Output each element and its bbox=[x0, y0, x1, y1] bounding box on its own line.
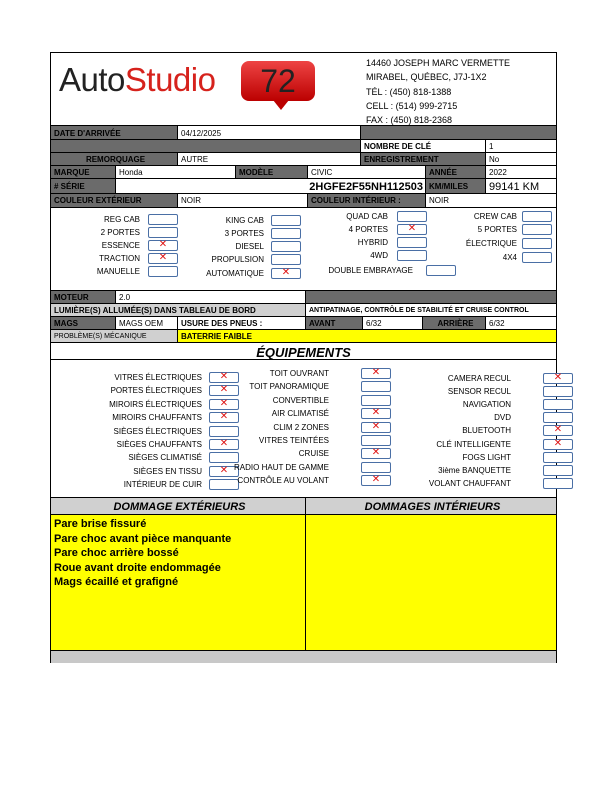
logo-badge bbox=[241, 61, 315, 101]
equipment-label-volant-chauffant: VOLANT CHAUFFANT bbox=[428, 479, 511, 488]
check-mark-icon: ✕ bbox=[219, 384, 229, 395]
equipment-checkbox-sensor-recul[interactable] bbox=[543, 386, 573, 397]
check-mark-icon: ✕ bbox=[553, 372, 563, 383]
tires-label: USURE DES PNEUS : bbox=[178, 317, 306, 330]
check-mark-icon: ✕ bbox=[281, 267, 291, 278]
rear-label: ARRIÈRE bbox=[423, 317, 486, 330]
equipment-checkbox-camera-recul[interactable] bbox=[543, 373, 573, 384]
equipment-label-vitres-teintees: VITRES TEINTÉES bbox=[258, 436, 329, 445]
ext-damage-item: Pare choc arrière bossé bbox=[54, 547, 179, 559]
year-value: 2022 bbox=[489, 168, 507, 177]
option-label-crew-cab: CREW CAB bbox=[473, 212, 517, 221]
equipment-checkbox-toit-panoramique[interactable] bbox=[361, 381, 391, 392]
equipment-label-fogs-light: FOGS LIGHT bbox=[462, 453, 511, 462]
make-value: Honda bbox=[116, 166, 236, 179]
tow-value: AUTRE bbox=[178, 153, 361, 166]
option-label-4-portes: 4 PORTES bbox=[348, 225, 388, 234]
equipment-label-miroirs-chauffants: MIROIRS CHAUFFANTS bbox=[112, 413, 202, 422]
check-mark-icon: ✕ bbox=[371, 447, 381, 458]
equipment-label-portes-electriques: PORTES ÉLECTRIQUES bbox=[110, 386, 202, 395]
equipment-label-navigation: NAVIGATION bbox=[462, 400, 511, 409]
equipment-label-convertible: CONVERTIBLE bbox=[272, 396, 329, 405]
option-label-manuelle: MANUELLE bbox=[96, 267, 140, 276]
phone-line: TÉL : (450) 818-1388 bbox=[366, 86, 452, 97]
option-checkbox-traction[interactable] bbox=[148, 253, 178, 264]
inspection-sheet bbox=[50, 52, 563, 663]
keys-label: NOMBRE DE CLÉ bbox=[361, 140, 486, 153]
option-label-traction: TRACTION bbox=[99, 254, 140, 263]
option-checkbox-automatique[interactable] bbox=[271, 268, 301, 279]
equipment-label-controle-au-volant: CONTRÔLE AU VOLANT bbox=[237, 476, 329, 485]
lights-value: ANTIPATINAGE, CONTRÔLE DE STABILITÉ ET CRUISE CONTROL bbox=[309, 307, 529, 314]
option-label-reg-cab: REG CAB bbox=[103, 215, 140, 224]
equipment-checkbox-clim-2-zones[interactable] bbox=[361, 422, 391, 433]
equipment-label-toit-ouvrant: TOIT OUVRANT bbox=[269, 369, 329, 378]
motor-label: MOTEUR bbox=[51, 291, 116, 304]
option-checkbox-electrique[interactable] bbox=[522, 238, 552, 249]
option-label-5-portes: 5 PORTES bbox=[477, 225, 517, 234]
equipment-checkbox-sieges-chauffants[interactable] bbox=[209, 439, 239, 450]
equipment-checkbox-cruise[interactable] bbox=[361, 448, 391, 459]
int-color-value: NOIR bbox=[429, 196, 449, 205]
equipment-checkbox-dvd[interactable] bbox=[543, 412, 573, 423]
motor-value: 2.0 bbox=[116, 291, 306, 304]
row-make bbox=[51, 165, 556, 179]
equipment-label-dvd: DVD bbox=[494, 413, 511, 422]
check-mark-icon: ✕ bbox=[371, 421, 381, 432]
row-serial bbox=[51, 178, 556, 194]
damage-title-row bbox=[51, 497, 556, 515]
equipment-label-clim-2-zones: CLIM 2 ZONES bbox=[273, 423, 329, 432]
equipment-checkbox-interieur-de-cuir[interactable] bbox=[209, 479, 239, 490]
int-color-label: COULEUR INTÉRIEUR : bbox=[308, 194, 426, 207]
check-mark-icon: ✕ bbox=[219, 398, 229, 409]
check-mark-icon: ✕ bbox=[371, 367, 381, 378]
equipment-checkbox-3ieme-banquette[interactable] bbox=[543, 465, 573, 476]
equipment-title-row bbox=[51, 342, 556, 360]
check-mark-icon: ✕ bbox=[371, 407, 381, 418]
equipment-label-sensor-recul: SENSOR RECUL bbox=[447, 387, 511, 396]
check-mark-icon: ✕ bbox=[553, 438, 563, 449]
mech-value: BATERRIE FAIBLE bbox=[178, 330, 556, 343]
logo-auto-text: Auto bbox=[59, 61, 125, 98]
option-label-essence: ESSENCE bbox=[101, 241, 140, 250]
equipment-label-sieges-chauffants: SIÈGES CHAUFFANTS bbox=[116, 440, 202, 449]
model-label: MODÈLE bbox=[236, 166, 308, 179]
option-label-diesel: DIESEL bbox=[235, 242, 264, 251]
ext-damage-item: Mags écaillé et grafigné bbox=[54, 576, 179, 588]
option-checkbox-4x4[interactable] bbox=[522, 252, 552, 263]
check-mark-icon: ✕ bbox=[158, 252, 168, 263]
equipment-checkbox-volant-chauffant[interactable] bbox=[543, 478, 573, 489]
row-mech bbox=[51, 329, 556, 343]
check-mark-icon: ✕ bbox=[407, 223, 417, 234]
ext-color-label: COULEUR EXTÉRIEUR bbox=[51, 194, 178, 207]
equipment-checkbox-navigation[interactable] bbox=[543, 399, 573, 410]
vehicle-options bbox=[51, 207, 556, 289]
option-checkbox-5-portes[interactable] bbox=[522, 224, 552, 235]
logo-studio-text: Studio bbox=[124, 61, 216, 98]
option-label-4wd: 4WD bbox=[370, 251, 388, 260]
equipment-label-camera-recul: CAMERA RECUL bbox=[447, 374, 511, 383]
serial-value: 2HGFE2F55NH112503 bbox=[116, 179, 426, 194]
check-mark-icon: ✕ bbox=[158, 239, 168, 250]
address-line: MIRABEL, QUÉBEC, J7J-1X2 bbox=[366, 72, 487, 83]
equipment-checkbox-miroirs-chauffants[interactable] bbox=[209, 412, 239, 423]
option-checkbox-quad-cab[interactable] bbox=[397, 211, 427, 222]
equipment-label-toit-panoramique: TOIT PANORAMIQUE bbox=[249, 382, 329, 391]
option-checkbox-4wd[interactable] bbox=[397, 250, 427, 261]
front-label: AVANT bbox=[306, 317, 363, 330]
option-checkbox-king-cab[interactable] bbox=[271, 215, 301, 226]
mags-label: MAGS bbox=[51, 317, 116, 330]
equipment-checkbox-toit-ouvrant[interactable] bbox=[361, 368, 391, 379]
check-mark-icon: ✕ bbox=[219, 371, 229, 382]
ext-damage-title: DOMMAGE EXTÉRIEURS bbox=[51, 498, 306, 515]
row-keys bbox=[51, 139, 556, 153]
option-checkbox-crew-cab[interactable] bbox=[522, 211, 552, 222]
option-checkbox-propulsion[interactable] bbox=[271, 254, 301, 265]
equipment-checkbox-radio-haut-de-gamme[interactable] bbox=[361, 462, 391, 473]
date-label: DATE D'ARRIVÉE bbox=[51, 126, 178, 140]
ext-damage-list bbox=[51, 515, 306, 651]
reg-label: ENREGISTREMENT bbox=[361, 153, 486, 166]
ext-damage-item: Pare choc avant pièce manquante bbox=[54, 532, 232, 545]
option-label-double-embrayage: DOUBLE EMBRAYAGE bbox=[328, 266, 413, 275]
equipment-checkbox-fogs-light[interactable] bbox=[543, 452, 573, 463]
model-value: CIVIC bbox=[308, 166, 426, 179]
option-label-2-portes: 2 PORTES bbox=[100, 228, 140, 237]
equipment-checkbox-cle-intelligente[interactable] bbox=[543, 439, 573, 450]
mech-label: PROBLÈME(S) MÉCANIQUE bbox=[51, 330, 178, 343]
equipment-checkbox-sieges-climatise[interactable] bbox=[209, 452, 239, 463]
reg-value: No bbox=[489, 155, 500, 164]
logo-number: 72 bbox=[260, 63, 296, 99]
option-label-electrique: ÉLECTRIQUE bbox=[465, 239, 517, 248]
row-date bbox=[51, 125, 556, 140]
equipment-label-cle-intelligente: CLÉ INTELLIGENTE bbox=[436, 440, 511, 449]
equipment-label-air-climatise: AIR CLIMATISÉ bbox=[271, 409, 329, 418]
equipment-checkbox-miroirs-electriques[interactable] bbox=[209, 399, 239, 410]
equipment-list bbox=[51, 359, 563, 497]
check-mark-icon: ✕ bbox=[371, 474, 381, 485]
mags-value: MAGS OEM bbox=[116, 317, 178, 330]
option-checkbox-reg-cab[interactable] bbox=[148, 214, 178, 225]
equipment-label-cruise: CRUISE bbox=[298, 449, 329, 458]
footer-bar bbox=[51, 650, 556, 663]
int-damage-title: DOMMAGES INTÉRIEURS bbox=[364, 500, 501, 513]
equipment-checkbox-vitres-teintees[interactable] bbox=[361, 435, 391, 446]
equipment-checkbox-sieges-electriques[interactable] bbox=[209, 426, 239, 437]
row-colors bbox=[51, 193, 556, 208]
row-mags bbox=[51, 316, 556, 330]
ext-damage-item: Pare brise fissuré bbox=[54, 518, 147, 530]
km-value: 99141 KM bbox=[489, 180, 540, 193]
date-filler bbox=[361, 126, 556, 140]
equipment-checkbox-portes-electriques[interactable] bbox=[209, 385, 239, 396]
damage-body bbox=[51, 514, 556, 651]
equipment-label-radio-haut-de-gamme: RADIO HAUT DE GAMME bbox=[234, 463, 329, 472]
equipment-checkbox-vitres-electriques[interactable] bbox=[209, 372, 239, 383]
rear-value: 6/32 bbox=[489, 319, 505, 328]
equipment-label-vitres-electriques: VITRES ÉLECTRIQUES bbox=[114, 373, 202, 382]
check-mark-icon: ✕ bbox=[219, 438, 229, 449]
fax-line: FAX : (450) 818-2368 bbox=[366, 115, 453, 126]
equipment-label-sieges-electriques: SIÈGES ÉLECTRIQUES bbox=[113, 427, 202, 436]
check-mark-icon: ✕ bbox=[219, 465, 229, 476]
row-lights bbox=[51, 303, 556, 317]
option-checkbox-diesel[interactable] bbox=[271, 241, 301, 252]
logo-badge-tail bbox=[273, 100, 289, 110]
front-value: 6/32 bbox=[363, 317, 423, 330]
serial-label: # SÉRIE bbox=[51, 179, 116, 194]
equipment-checkbox-bluetooth[interactable] bbox=[543, 425, 573, 436]
lights-label: LUMIÈRE(S) ALLUMÉE(S) DANS TABLEAU DE BORD bbox=[51, 304, 306, 317]
option-checkbox-2-portes[interactable] bbox=[148, 227, 178, 238]
option-checkbox-4-portes[interactable] bbox=[397, 224, 427, 235]
int-damage-list bbox=[306, 515, 556, 651]
option-label-automatique: AUTOMATIQUE bbox=[206, 269, 264, 278]
equipment-label-sieges-climatise: SIÈGES CLIMATISÉ bbox=[128, 453, 202, 462]
year-label: ANNÉE bbox=[426, 166, 486, 179]
equipment-label-bluetooth: BLUETOOTH bbox=[462, 426, 511, 435]
option-label-4x4: 4X4 bbox=[502, 253, 517, 262]
equipment-label-miroirs-electriques: MIROIRS ÉLECTRIQUES bbox=[109, 400, 202, 409]
ext-damage-item: Roue avant droite endommagée bbox=[54, 561, 221, 574]
date-value: 04/12/2025 bbox=[178, 126, 361, 140]
km-label: KM/MILES bbox=[426, 179, 486, 194]
equipment-checkbox-convertible[interactable] bbox=[361, 395, 391, 406]
check-mark-icon: ✕ bbox=[553, 424, 563, 435]
logo bbox=[59, 61, 215, 99]
equipment-checkbox-controle-au-volant[interactable] bbox=[361, 475, 391, 486]
option-checkbox-hybrid[interactable] bbox=[397, 237, 427, 248]
equipment-label-3ieme-banquette: 3ième BANQUETTE bbox=[438, 466, 511, 475]
make-label: MARQUE bbox=[51, 166, 116, 179]
keys-value: 1 bbox=[489, 142, 494, 151]
option-label-propulsion: PROPULSION bbox=[211, 255, 264, 264]
option-checkbox-manuelle[interactable] bbox=[148, 266, 178, 277]
row-motor bbox=[51, 290, 556, 304]
option-checkbox-double-embrayage[interactable] bbox=[426, 265, 456, 276]
ext-color-value: NOIR bbox=[178, 194, 308, 207]
address-block bbox=[366, 56, 510, 127]
option-label-hybrid: HYBRID bbox=[357, 238, 388, 247]
equipment-label-interieur-de-cuir: INTÉRIEUR DE CUIR bbox=[123, 480, 202, 489]
option-checkbox-3-portes[interactable] bbox=[271, 228, 301, 239]
equipment-label-sieges-en-tissu: SIÈGES EN TISSU bbox=[133, 467, 202, 476]
tow-label: REMORQUAGE bbox=[51, 153, 178, 166]
cell-line: CELL : (514) 999-2715 bbox=[366, 100, 458, 111]
check-mark-icon: ✕ bbox=[219, 411, 229, 422]
row-tow bbox=[51, 152, 556, 166]
address-line: 14460 JOSEPH MARC VERMETTE bbox=[366, 58, 511, 68]
option-label-king-cab: KING CAB bbox=[225, 216, 264, 225]
equipment-title: ÉQUIPEMENTS bbox=[256, 345, 351, 360]
option-label-quad-cab: QUAD CAB bbox=[346, 212, 388, 221]
option-checkbox-essence[interactable] bbox=[148, 240, 178, 251]
option-label-3-portes: 3 PORTES bbox=[224, 229, 264, 238]
equipment-checkbox-air-climatise[interactable] bbox=[361, 408, 391, 419]
